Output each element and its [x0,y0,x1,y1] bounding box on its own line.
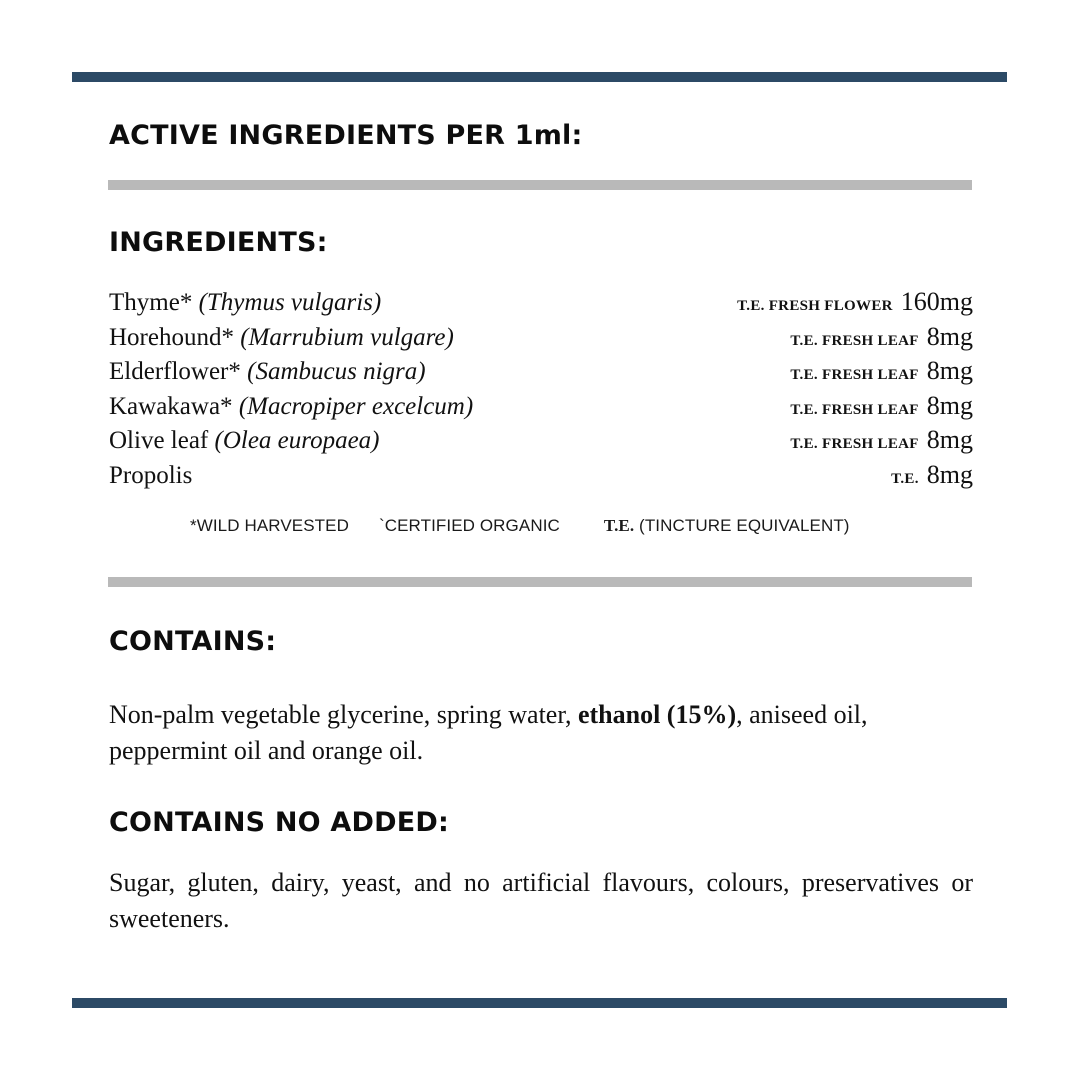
legend-certified-organic: `CERTIFIED ORGANIC [378,516,560,535]
ingredient-row [109,389,973,424]
ingredient-basis: T.E. [891,470,919,487]
ingredients-heading: INGREDIENTS: [109,227,328,258]
contains-text-part: , aniseed oil, peppermint oil and orange oil. [109,700,868,765]
bottom-navy-bar [72,998,1007,1008]
ingredient-row [109,354,973,389]
active-ingredients-heading: ACTIVE INGREDIENTS PER 1ml: [109,120,583,151]
ingredient-latin-name: (Thymus vulgaris) [198,289,382,316]
ingredient-basis: T.E. FRESH FLOWER [737,298,893,314]
contains-heading: CONTAINS: [109,626,277,657]
ingredient-row [109,423,973,458]
contains-no-added-heading: CONTAINS NO ADDED: [109,807,449,838]
divider-rule [108,180,972,190]
ingredient-name: Thyme* [109,289,193,316]
ingredient-latin-name: (Macropiper excelcum) [238,392,474,420]
ingredient-latin-name: (Sambucus nigra) [247,358,426,386]
ingredient-amount: 160mg [900,287,973,316]
ingredient-name: Propolis [109,461,193,489]
ingredient-name: Kawakawa* [109,392,233,420]
ingredient-basis: T.E. FRESH LEAF [790,401,919,418]
ingredient-basis: T.E. FRESH LEAF [790,436,919,453]
top-navy-bar [72,72,1007,82]
contains-no-added-text: Sugar, gluten, dairy, yeast, and no artificial flavours, colours, preservatives or sweeteners. [109,868,973,933]
ingredient-amount: 8mg [926,459,973,489]
ingredient-basis: T.E. FRESH LEAF [790,332,919,349]
ethanol-highlight: ethanol (15%) [577,700,737,729]
ingredient-amount: 8mg [926,321,973,351]
ingredient-amount: 8mg [926,425,973,455]
ingredient-row [109,458,973,493]
ingredient-name: Horehound* [109,323,234,351]
ingredient-row [109,320,973,355]
legend-te-text: (TINCTURE EQUIVALENT) [634,516,850,535]
ingredient-name: Olive leaf [109,427,209,455]
ingredients-list [109,285,973,493]
ingredient-latin-name: (Olea europaea) [214,427,380,455]
ingredient-name: Elderflower* [109,358,241,386]
ingredient-row [109,285,973,320]
ingredient-amount: 8mg [926,390,973,420]
legend-tincture-equivalent [604,516,850,536]
legend-wild-harvested: *WILD HARVESTED [190,516,349,535]
legend-te-abbr: T.E. [603,516,635,535]
contains-text-part: Non-palm vegetable glycerine, spring water, [109,700,578,729]
contains-text [109,697,973,769]
ingredient-basis: T.E. FRESH LEAF [790,367,919,384]
ingredient-amount: 8mg [926,356,973,386]
divider-rule [108,577,972,587]
ingredient-latin-name: (Marrubium vulgare) [240,323,454,351]
ingredients-legend [190,516,890,536]
